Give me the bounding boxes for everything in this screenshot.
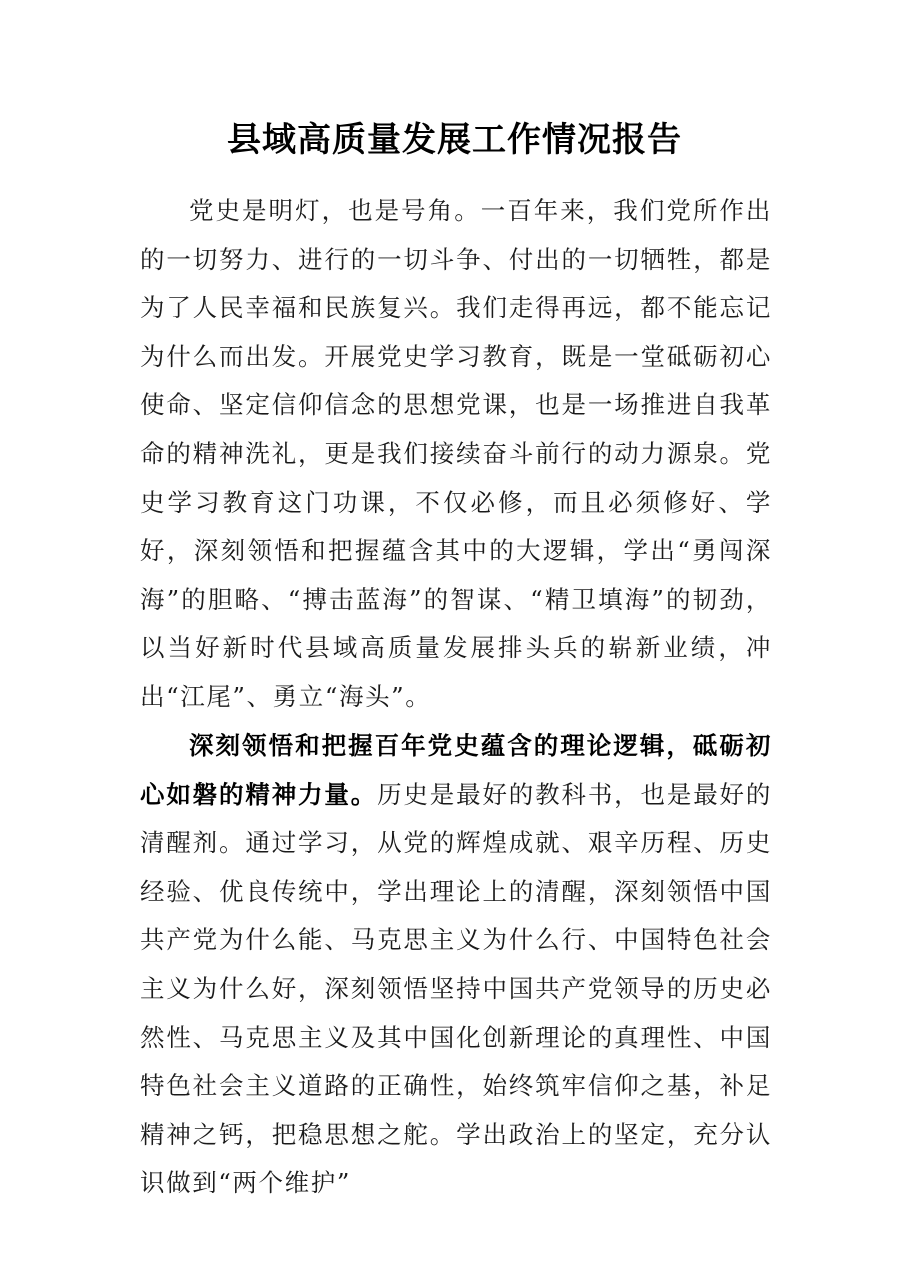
paragraph-2	[140, 722, 772, 1208]
paragraph-2-lead: 深刻领悟和把握百年党史蕴含的理论逻辑，砥砺初心如磐的精神力量。	[140, 731, 772, 809]
paragraph-1	[140, 187, 772, 722]
paragraph-2-text: 历史是最好的教科书，也是最好的清醒剂。通过学习，从党的辉煌成就、艰辛历程、历史经验、优良传统中，学出理论上的清醒，深刻领悟中国共产党为什么能、马克思主义为什么行、中国特色社会主义为什么好，深刻领悟坚持中国共产党领导的历史必然性、马克思主义及其中国化创新理论的真理性、中国特色社会主义道路的正确性，始终筑牢信仰之基，补足精神之钙，把稳思想之舵。学出政治上的坚定，充分认识做到“两个维护”	[140, 779, 772, 1198]
paragraph-1-text: 党史是明灯，也是号角。一百年来，我们党所作出的一切努力、进行的一切斗争、付出的一切牺牲，都是为了人民幸福和民族复兴。我们走得再远，都不能忘记为什么而出发。开展党史学习教育，既是一堂砥砺初心使命、坚定信仰信念的思想党课，也是一场推进自我革命的精神洗礼，更是我们接续奋斗前行的动力源泉。党史学习教育这门功课，不仅必修，而且必须修好、学好，深刻领悟和把握蕴含其中的大逻辑，学出“勇闯深海”的胆略、“搏击蓝海”的智谋、“精卫填海”的韧劲，以当好新时代县域高质量发展排头兵的崭新业绩，冲出“江尾”、勇立“海头”。	[140, 196, 772, 711]
document-title: 县域高质量发展工作情况报告	[227, 120, 682, 160]
